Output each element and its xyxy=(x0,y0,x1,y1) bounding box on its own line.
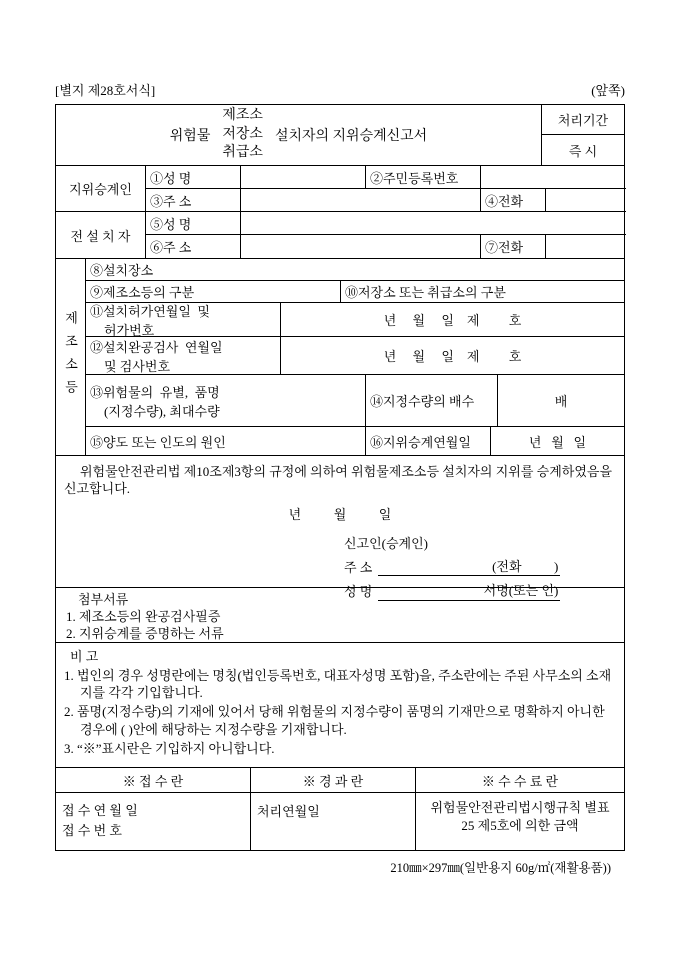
storage-category-cell xyxy=(341,281,624,302)
installation-permit-label xyxy=(86,303,281,336)
previous-phone-label: ⑦전화 xyxy=(481,235,546,258)
attachment-item: 1. 제조소등의 완공검사필증 xyxy=(66,608,221,624)
facility-category-input[interactable] xyxy=(198,281,340,302)
facility-section-label xyxy=(56,259,86,455)
form-code: [별지 제28호서식] xyxy=(55,83,156,98)
transfer-cause-label: ⑮양도 또는 인도의 원인 xyxy=(86,427,366,455)
installation-location-row xyxy=(86,259,624,281)
previous-name-input[interactable] xyxy=(241,212,626,235)
quantity-multiple-input[interactable]: 배 xyxy=(554,394,568,409)
receipt-date-label: 접 수 연 월 일 xyxy=(62,803,138,818)
successor-resident-no-input[interactable] xyxy=(481,166,626,189)
completion-inspection-label xyxy=(86,337,281,374)
page-header xyxy=(55,80,625,99)
applicant-address-input[interactable]: (전화 ) xyxy=(378,559,560,576)
facility-category-cell xyxy=(86,281,341,302)
hazardous-material-label-line2: (지정수량), 최대수량 xyxy=(104,403,220,419)
hazardous-material-row xyxy=(86,375,624,427)
successor-name-input[interactable] xyxy=(241,166,366,189)
installation-permit-row xyxy=(86,303,624,337)
succession-date-label: ⑯지위승계연월일 xyxy=(366,427,491,455)
successor-address-label: ③주 소 xyxy=(146,189,241,212)
facility-type-storage: 저장소 xyxy=(222,126,263,142)
successor-name-label: ①성 명 xyxy=(146,166,241,189)
title-prefix: 위험물 xyxy=(169,129,211,144)
receipt-cell[interactable] xyxy=(56,793,251,850)
fee-text-line1: 위험물안전관리법시행규칙 별표 xyxy=(430,800,610,815)
title-suffix: 설치자의 지위승계신고서 xyxy=(274,129,428,144)
fee-cell[interactable] xyxy=(416,793,624,850)
fee-text-line2: 25 제5호에 의한 금액 xyxy=(461,818,579,834)
completion-inspection-label-line1: ⑫설치완공검사 연월일 xyxy=(90,339,223,355)
facility-type-stack xyxy=(222,107,263,164)
hazardous-material-label xyxy=(86,375,366,426)
receipt-column-header: ※ 접 수 란 xyxy=(56,768,251,792)
previous-installer-section-label: 전 설 치 자 xyxy=(56,212,146,258)
hazardous-material-label-line1: ⑬위험물의 유별, 품명 xyxy=(90,384,220,400)
successor-resident-no-label: ②주민등록번호 xyxy=(366,166,481,189)
completion-inspection-row xyxy=(86,337,624,375)
successor-phone-label: ④전화 xyxy=(481,189,546,212)
attachments-title: 첨부서류 xyxy=(78,592,129,607)
installation-location-input[interactable] xyxy=(157,259,624,280)
note-item: 3. “※”표시란은 기입하지 아니합니다. xyxy=(64,740,275,756)
facility-type-manufacture: 제조소 xyxy=(222,107,263,123)
applicant-name-label: 성 명 xyxy=(344,584,373,600)
office-use-header-row xyxy=(56,768,624,793)
attachment-item: 2. 지위승계를 증명하는 서류 xyxy=(66,625,224,641)
process-date-label: 처리연월일 xyxy=(257,804,320,819)
installation-location-label: ⑧설치장소 xyxy=(90,263,154,278)
facility-section xyxy=(56,259,624,456)
installation-permit-label-line1: ⑪설치허가연월일 및 xyxy=(90,303,210,319)
note-item: 1. 법인의 경우 성명란에는 명칭(법인등록번호, 대표자성명 포함)을, 주소란에는 주된 사무소의 소재지를 각각 기입합니다. xyxy=(64,668,612,701)
parties-section xyxy=(56,166,624,259)
previous-name-label: ⑤성 명 xyxy=(146,212,241,235)
successor-phone-input[interactable] xyxy=(546,189,626,212)
facility-category-label: ⑨제조소등의 구분 xyxy=(90,285,195,300)
paper-size-note: 210㎜×297㎜(일반용지 60g/㎡(재활용품)) xyxy=(390,861,611,875)
notes-title: 비 고 xyxy=(70,649,99,664)
processing-time-label: 처리기간 xyxy=(542,105,624,135)
declaration-date-input[interactable]: 년 월 일 xyxy=(288,506,392,522)
applicant-address-row xyxy=(344,559,616,576)
previous-address-label: ⑥주 소 xyxy=(146,235,241,258)
applicant-address-label: 주 소 xyxy=(344,560,373,576)
notes-section xyxy=(56,643,624,768)
applicant-signature-input[interactable]: 서명(또는 인) xyxy=(378,583,560,600)
facility-rows xyxy=(86,259,624,455)
receipt-no-label: 접 수 번 호 xyxy=(62,822,122,838)
processing-time-value: 즉 시 xyxy=(568,143,598,159)
successor-section-label: 지위승계인 xyxy=(56,166,146,212)
transfer-cause-row xyxy=(86,427,624,455)
applicant-label: 신고인(승계인) xyxy=(344,535,429,551)
installation-permit-label-line2: 허가번호 xyxy=(104,322,155,338)
completion-inspection-label-line2: 및 검사번호 xyxy=(104,358,171,374)
succession-date-input[interactable]: 년 월 일 xyxy=(528,434,587,450)
office-use-body-row xyxy=(56,793,624,850)
facility-type-handling: 취급소 xyxy=(222,145,263,161)
previous-phone-input[interactable] xyxy=(546,235,626,258)
installation-permit-date-input[interactable]: 년 월 일 제 호 xyxy=(383,313,522,328)
storage-category-input[interactable] xyxy=(510,281,624,302)
quantity-multiple-label: ⑭지정수량의 배수 xyxy=(366,375,498,426)
completion-inspection-date-input[interactable]: 년 월 일 제 호 xyxy=(383,349,522,364)
fee-column-header: ※ 수 수 료 란 xyxy=(481,773,559,789)
progress-column-header: ※ 경 과 란 xyxy=(251,768,416,792)
title-section xyxy=(56,105,624,166)
form-title xyxy=(56,105,542,165)
successor-address-input[interactable] xyxy=(241,189,481,212)
declaration-text: 위험물안전관리법 제10조제3항의 규정에 의하여 위험물제조소등 설치자의 지위를 승계하였음을 신고합니다. xyxy=(64,464,613,496)
succession-notification-form xyxy=(55,104,625,851)
previous-address-input[interactable] xyxy=(241,235,481,258)
note-item: 2. 품명(지정수량)의 기재에 있어서 당해 위험물의 지정수량이 품명의 기재만으로 명확하지 아니한 경우에 ( )안에 해당하는 지정수량을 기재합니다. xyxy=(64,704,605,737)
process-date-cell[interactable] xyxy=(251,793,416,850)
storage-category-label: ⑩저장소 또는 취급소의 구분 xyxy=(345,285,506,300)
side-note: (앞쪽) xyxy=(591,83,625,98)
facility-section-label-text: 제조소등 xyxy=(63,311,78,403)
